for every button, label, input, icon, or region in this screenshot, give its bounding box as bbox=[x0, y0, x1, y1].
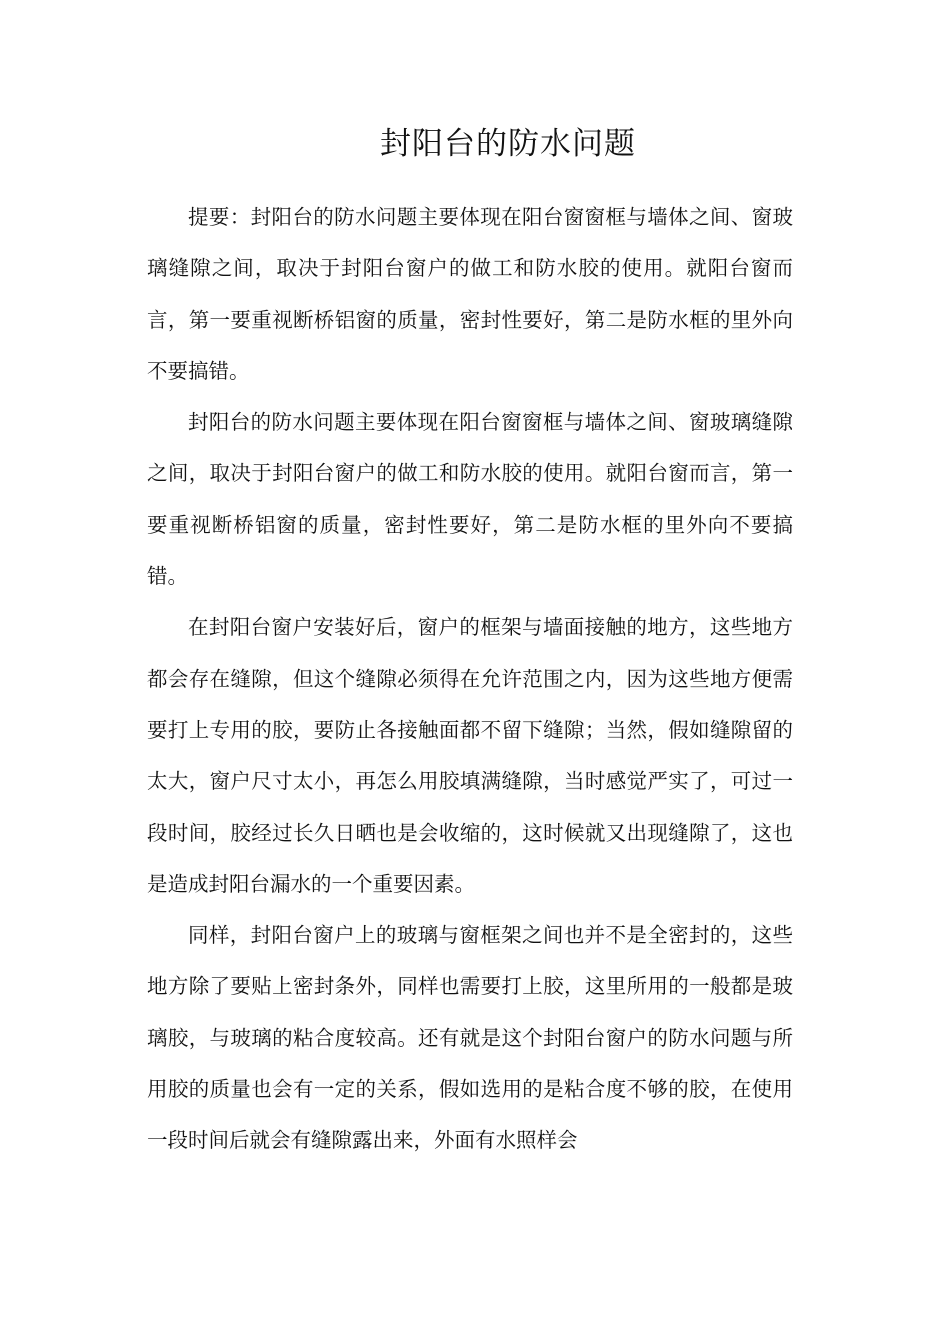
paragraph-glass-seal: 同样，封阳台窗户上的玻璃与窗框架之间也并不是全密封的，这些地方除了要贴上密封条外，同样也需要打上胶，这里所用的一般都是玻璃胶，与玻璃的粘合度较高。还有就是这个封阳台窗户的防水问题与所用胶的质量也会有一定的关系，假如选用的是粘合度不够的胶，在使用一段时间后就会有缝隙露出来，外面有水照样会 bbox=[147, 923, 793, 1153]
document-body bbox=[147, 192, 793, 1167]
document-title: 封阳台的防水问题 bbox=[380, 126, 636, 162]
paragraph-main: 封阳台的防水问题主要体现在阳台窗窗框与墙体之间、窗玻璃缝隙之间，取决于封阳台窗户的做工和防水胶的使用。就阳台窗而言，第一要重视断桥铝窗的质量，密封性要好，第二是防水框的里外向不要搞错。 bbox=[147, 410, 793, 589]
paragraph-frame-gaps: 在封阳台窗户安装好后，窗户的框架与墙面接触的地方，这些地方都会存在缝隙，但这个缝隙必须得在允许范围之内，因为这些地方便需要打上专用的胶，要防止各接触面都不留下缝隙；当然，假如缝隙留的太大，窗户尺寸太小，再怎么用胶填满缝隙，当时感觉严实了，可过一段时间，胶经过长久日晒也是会收缩的，这时候就又出现缝隙了，这也是造成封阳台漏水的一个重要因素。 bbox=[147, 615, 793, 896]
paragraph-summary: 提要：封阳台的防水问题主要体现在阳台窗窗框与墙体之间、窗玻璃缝隙之间，取决于封阳台窗户的做工和防水胶的使用。就阳台窗而言，第一要重视断桥铝窗的质量，密封性要好，第二是防水框的里外向不要搞错。 bbox=[147, 205, 793, 383]
